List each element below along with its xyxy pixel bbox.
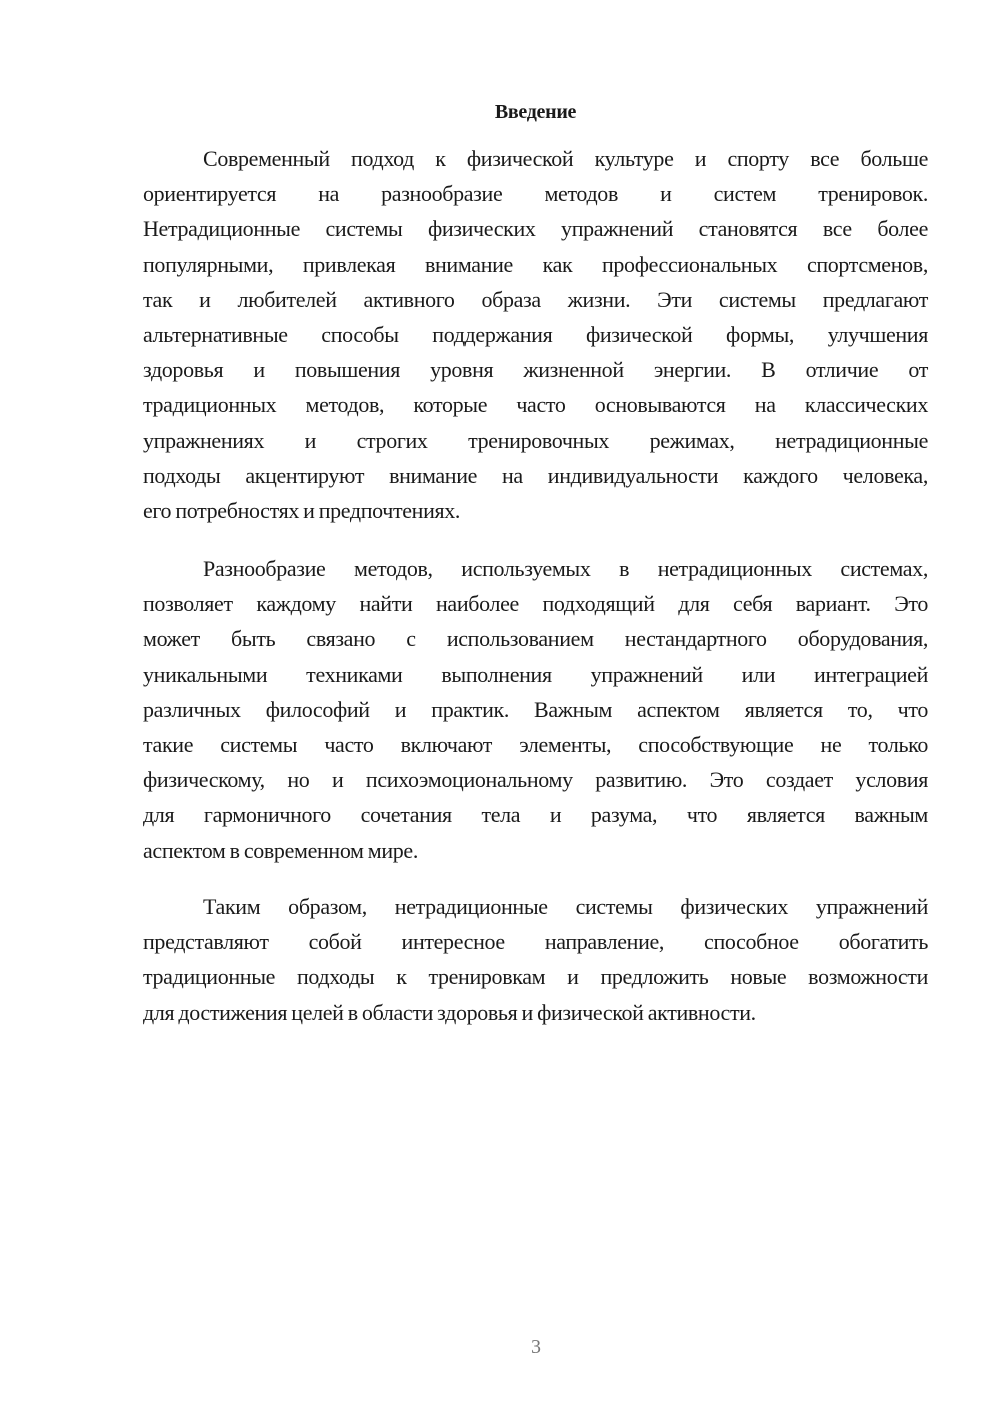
text-line: Нетрадиционные системы физических упражнений становятся все более (143, 216, 928, 242)
text-line: для достижения целей в области здоровья и физической активности. (143, 999, 756, 1025)
text-line: ориентируется на разнообразие методов и систем тренировок. (143, 181, 928, 207)
section-heading: Введение (494, 101, 577, 123)
page-number: 3 (531, 1336, 541, 1358)
text-line: его потребностях и предпочтениях. (143, 497, 461, 523)
text-line: подходы акцентируют внимание на индивидуальности каждого человека, (143, 462, 928, 488)
text-line: Разнообразие методов, используемых в нетрадиционных системах, (203, 556, 928, 581)
text-line: Таким образом, нетрадиционные системы физических упражнений (203, 894, 928, 919)
text-line: может быть связано с использованием нестандартного оборудования, (143, 626, 928, 652)
text-line: позволяет каждому найти наиболее подходящий для себя вариант. Это (143, 591, 928, 617)
text-line: Современный подход к физической культуре и спорту все больше (203, 146, 928, 171)
text-line: уникальными техниками выполнения упражнений или интеграцией (143, 661, 928, 687)
text-line: физическому, но и психоэмоциональному развитию. Это создает условия (143, 767, 928, 793)
text-line: альтернативные способы поддержания физической формы, улучшения (143, 321, 928, 347)
text-line: здоровья и повышения уровня жизненной энергии. В отличие от (143, 357, 928, 383)
text-line: такие системы часто включают элементы, способствующие не только (143, 731, 928, 757)
text-line: различных философий и практик. Важным аспектом является то, что (143, 696, 928, 722)
text-line: упражнениях и строгих тренировочных режимах, нетрадиционные (143, 427, 928, 453)
text-line: для гармоничного сочетания тела и разума, что является важным (143, 802, 928, 828)
text-line: представляют собой интересное направление, способное обогатить (143, 929, 928, 955)
paragraph-3 (143, 889, 928, 1030)
paragraph-1 (143, 141, 928, 528)
text-line: популярными, привлекая внимание как профессиональных спортсменов, (143, 251, 928, 277)
text-line: так и любителей активного образа жизни. Эти системы предлагают (143, 286, 928, 312)
paragraph-2 (143, 551, 928, 868)
text-line: традиционные подходы к тренировкам и предложить новые возможности (143, 964, 928, 990)
text-line: традиционных методов, которые часто основываются на классических (143, 392, 928, 418)
text-line: аспектом в современном мире. (143, 837, 418, 863)
